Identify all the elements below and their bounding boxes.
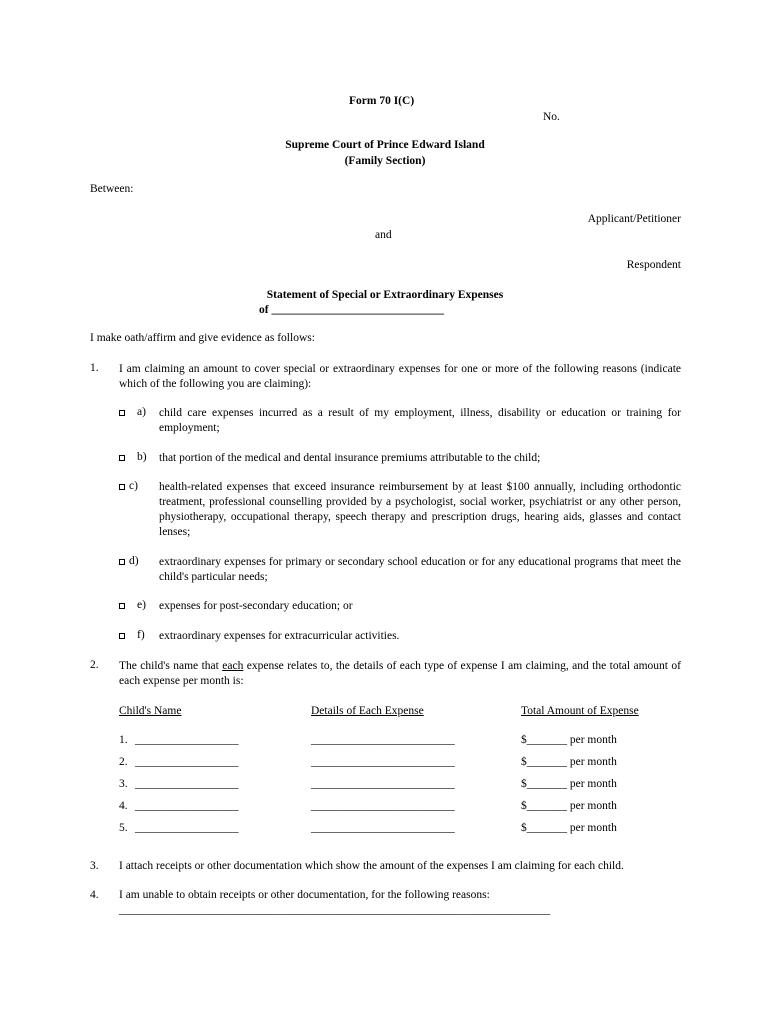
- option-c-text: health-related expenses that exceed insurance reimbursement by at least $100 annually, including orthodontic treatment, professional counselling provided by a psychologist, social worker, psychiatrist or any other person, physiotherapy, occupational therapy, speech therapy and prescription drugs, hearing aids, glasses and contact lenses;: [159, 481, 681, 538]
- option-e-checkbox[interactable]: [119, 603, 125, 609]
- item-4-text: I am unable to obtain receipts or other documentation, for the following reasons:: [119, 889, 490, 901]
- and-label: and: [375, 229, 392, 241]
- option-a-letter: a): [137, 406, 146, 418]
- option-e-letter: e): [137, 599, 146, 611]
- option-b-letter: b): [137, 451, 147, 463]
- col-total-amount: Total Amount of Expense: [521, 705, 639, 717]
- option-d-letter: d): [129, 555, 139, 567]
- item-1-text: I am claiming an amount to cover special or extraordinary expenses for one or more of the following reasons (indicate which of the following you are claiming):: [119, 363, 681, 390]
- expense-details-field[interactable]: _________________________: [311, 800, 455, 812]
- option-f-letter: f): [137, 629, 145, 641]
- option-b-text: that portion of the medical and dental insurance premiums attributable to the child;: [159, 452, 541, 464]
- child-name-field[interactable]: __________________: [135, 822, 239, 834]
- expense-details-field[interactable]: _________________________: [311, 822, 455, 834]
- col-childs-name: Child's Name: [119, 705, 182, 717]
- option-a-checkbox[interactable]: [119, 410, 125, 416]
- row-number: 2.: [119, 756, 128, 768]
- option-f-checkbox[interactable]: [119, 633, 125, 639]
- option-b-checkbox[interactable]: [119, 455, 125, 461]
- option-f-text: extraordinary expenses for extracurricular activities.: [159, 630, 400, 642]
- amount-field[interactable]: $_______ per month: [521, 734, 617, 746]
- applicant-label: Applicant/Petitioner: [587, 213, 681, 225]
- row-number: 4.: [119, 800, 128, 812]
- amount-field[interactable]: $_______ per month: [521, 822, 617, 834]
- child-name-field[interactable]: __________________: [135, 800, 239, 812]
- amount-field[interactable]: $_______ per month: [521, 778, 617, 790]
- expense-details-field[interactable]: _________________________: [311, 756, 455, 768]
- statement-of-line: of ______________________________: [259, 304, 444, 316]
- between-label: Between:: [90, 183, 134, 195]
- expense-details-field[interactable]: _________________________: [311, 734, 455, 746]
- form-number: Form 70 I(C): [349, 95, 415, 107]
- row-number: 5.: [119, 822, 128, 834]
- row-number: 1.: [119, 734, 128, 746]
- item-2-text: The child's name that each expense relates to, the details of each type of expense I am claiming, and the total amount of each expense per month is:: [119, 660, 681, 687]
- amount-field[interactable]: $_______ per month: [521, 800, 617, 812]
- option-d-text: extraordinary expenses for primary or secondary school education or for any educational programs that meet the child's particular needs;: [159, 556, 681, 583]
- child-name-field[interactable]: __________________: [135, 734, 239, 746]
- child-name-field[interactable]: __________________: [135, 756, 239, 768]
- expense-details-field[interactable]: _________________________: [311, 778, 455, 790]
- item-1-number: 1.: [90, 362, 99, 374]
- child-name-field[interactable]: __________________: [135, 778, 239, 790]
- option-e-text: expenses for post-secondary education; or: [159, 600, 353, 612]
- item-3-number: 3.: [90, 860, 99, 872]
- oath-intro: I make oath/affirm and give evidence as follows:: [90, 332, 315, 344]
- option-d-checkbox[interactable]: [119, 559, 125, 565]
- row-number: 3.: [119, 778, 128, 790]
- item-3-text: I attach receipts or other documentation which show the amount of the expenses I am claiming for each child.: [119, 860, 624, 872]
- court-section: (Family Section): [344, 155, 426, 167]
- court-name: Supreme Court of Prince Edward Island: [285, 139, 485, 151]
- option-c-letter: c): [129, 480, 138, 492]
- file-number-label: No.: [543, 111, 560, 123]
- reasons-field[interactable]: ___________________________________________________________________________: [119, 904, 551, 916]
- item-2-number: 2.: [90, 659, 99, 671]
- respondent-label: Respondent: [626, 259, 681, 271]
- statement-title: Statement of Special or Extraordinary Expenses: [266, 289, 504, 301]
- amount-field[interactable]: $_______ per month: [521, 756, 617, 768]
- col-expense-details: Details of Each Expense: [311, 705, 424, 717]
- option-a-text: child care expenses incurred as a result of my employment, illness, disability or education or training for employment;: [159, 407, 681, 434]
- option-c-checkbox[interactable]: [119, 484, 125, 490]
- item-4-number: 4.: [90, 889, 99, 901]
